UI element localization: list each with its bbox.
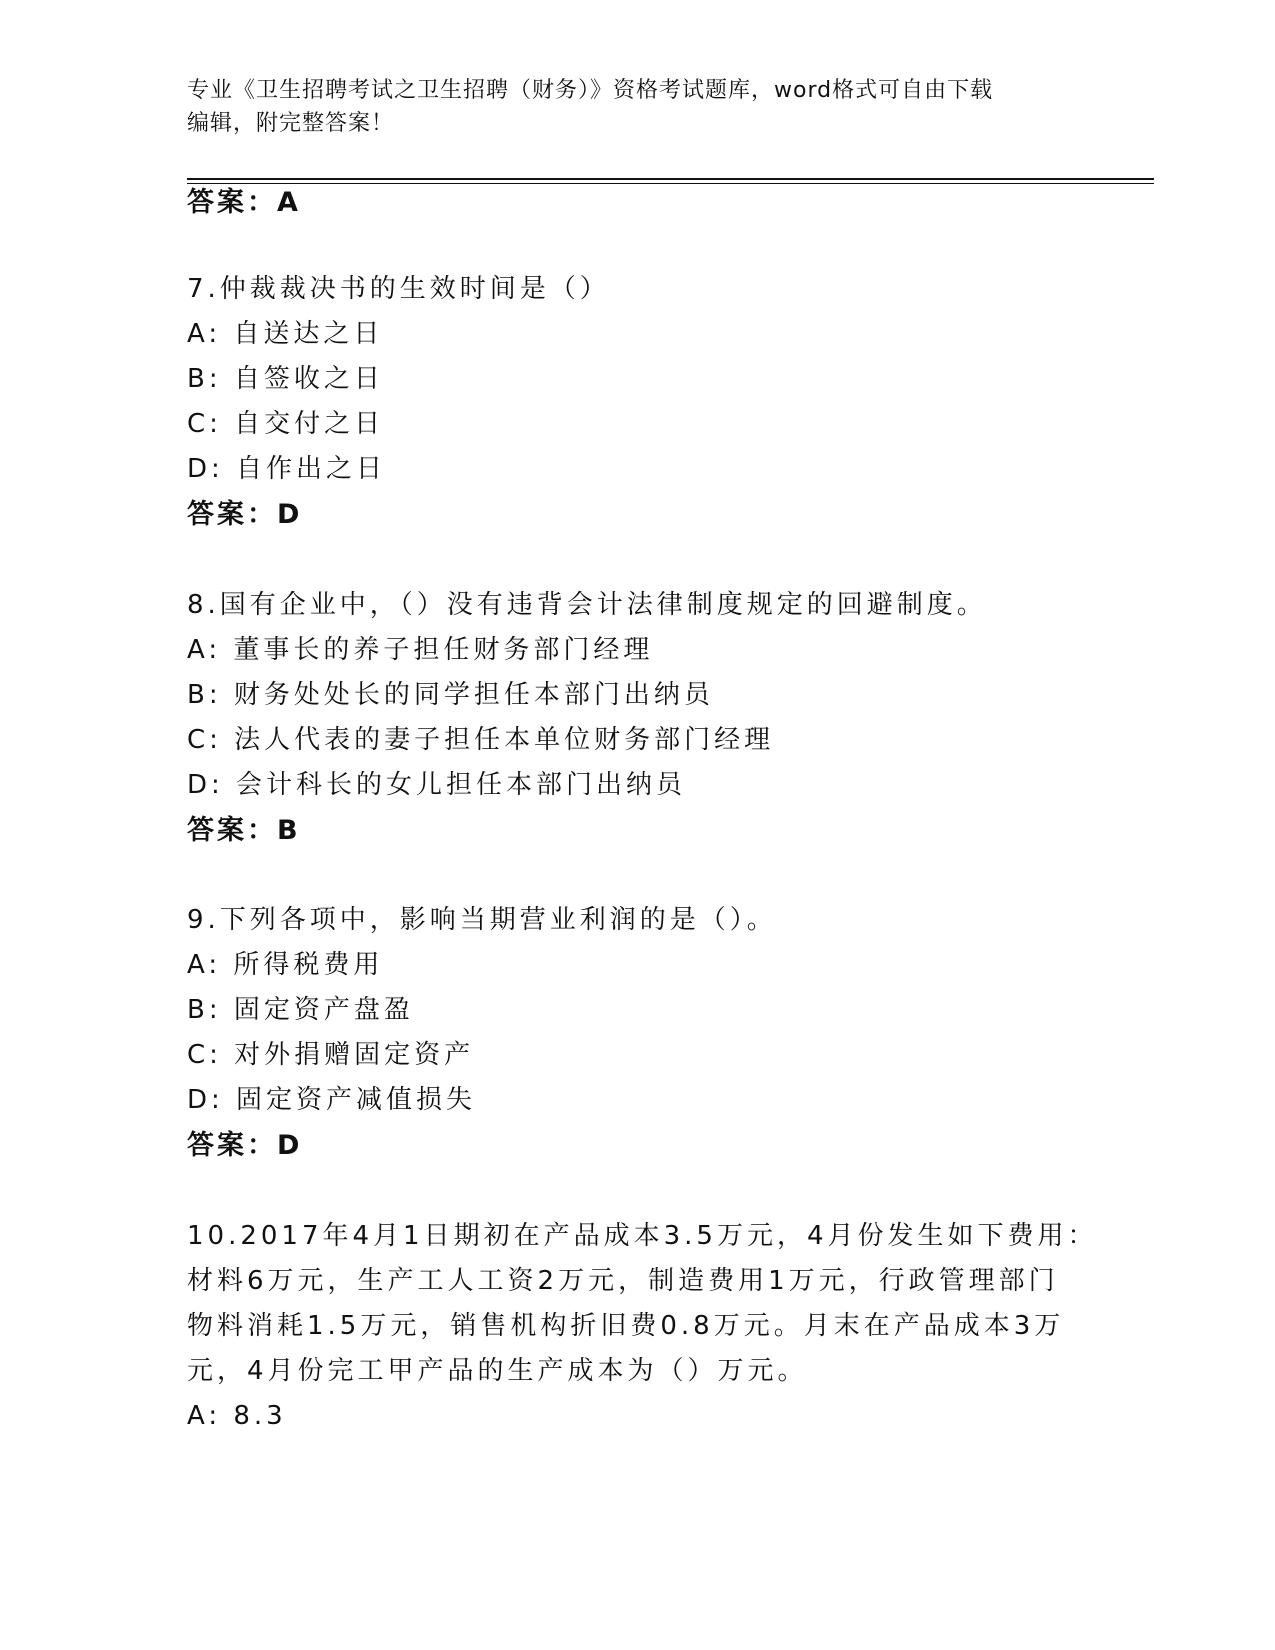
answer-line: 答案：D <box>187 1130 303 1161</box>
option-c: C: 法人代表的妻子担任本单位财务部门经理 <box>187 725 775 755</box>
option-c: C: 自交付之日 <box>187 409 385 439</box>
question-stem: 8.国有企业中，（）没有违背会计法律制度规定的回避制度。 <box>187 590 987 620</box>
option-d: D: 自作出之日 <box>187 454 387 484</box>
option-b: B: 固定资产盘盈 <box>187 995 414 1025</box>
answer-line: 答案：D <box>187 499 303 530</box>
question-stem-line-4: 元，4月份完工甲产品的生产成本为（）万元。 <box>187 1356 808 1386</box>
question-stem: 7.仲裁裁决书的生效时间是（） <box>187 274 610 304</box>
option-a: A: 所得税费用 <box>187 950 384 980</box>
option-d: D: 固定资产减值损失 <box>187 1085 477 1115</box>
option-c: C: 对外捐赠固定资产 <box>187 1040 475 1070</box>
answer-line: 答案：A <box>187 187 301 218</box>
option-a: A: 自送达之日 <box>187 319 384 349</box>
option-a: A: 董事长的养子担任财务部门经理 <box>187 635 654 665</box>
question-9 <box>187 898 1067 1168</box>
header-line-1: 专业《卫生招聘考试之卫生招聘（财务）》资格考试题库，word格式可自由下载 <box>187 78 994 103</box>
option-b: B: 自签收之日 <box>187 364 384 394</box>
question-10 <box>187 1214 1098 1439</box>
question-stem-line-3: 物料消耗1.5万元，销售机构折旧费0.8万元。月末在产品成本3万 <box>187 1311 1065 1341</box>
question-7 <box>187 267 1067 537</box>
header-line-2: 编辑，附完整答案！ <box>187 111 395 136</box>
previous-answer-block <box>187 180 1067 225</box>
question-8 <box>187 583 1067 853</box>
question-stem-line-2: 材料6万元，生产工人工资2万元，制造费用1万元，行政管理部门 <box>187 1266 1059 1296</box>
question-stem-line-1: 10.2017年4月1日期初在产品成本3.5万元，4月份发生如下费用： <box>187 1221 1098 1251</box>
answer-line: 答案：B <box>187 815 301 846</box>
option-a: A: 8.3 <box>187 1401 287 1431</box>
document-header <box>187 74 1087 140</box>
option-d: D: 会计科长的女儿担任本部门出纳员 <box>187 770 687 800</box>
option-b: B: 财务处处长的同学担任本部门出纳员 <box>187 680 714 710</box>
question-stem: 9.下列各项中，影响当期营业利润的是（）。 <box>187 905 777 935</box>
